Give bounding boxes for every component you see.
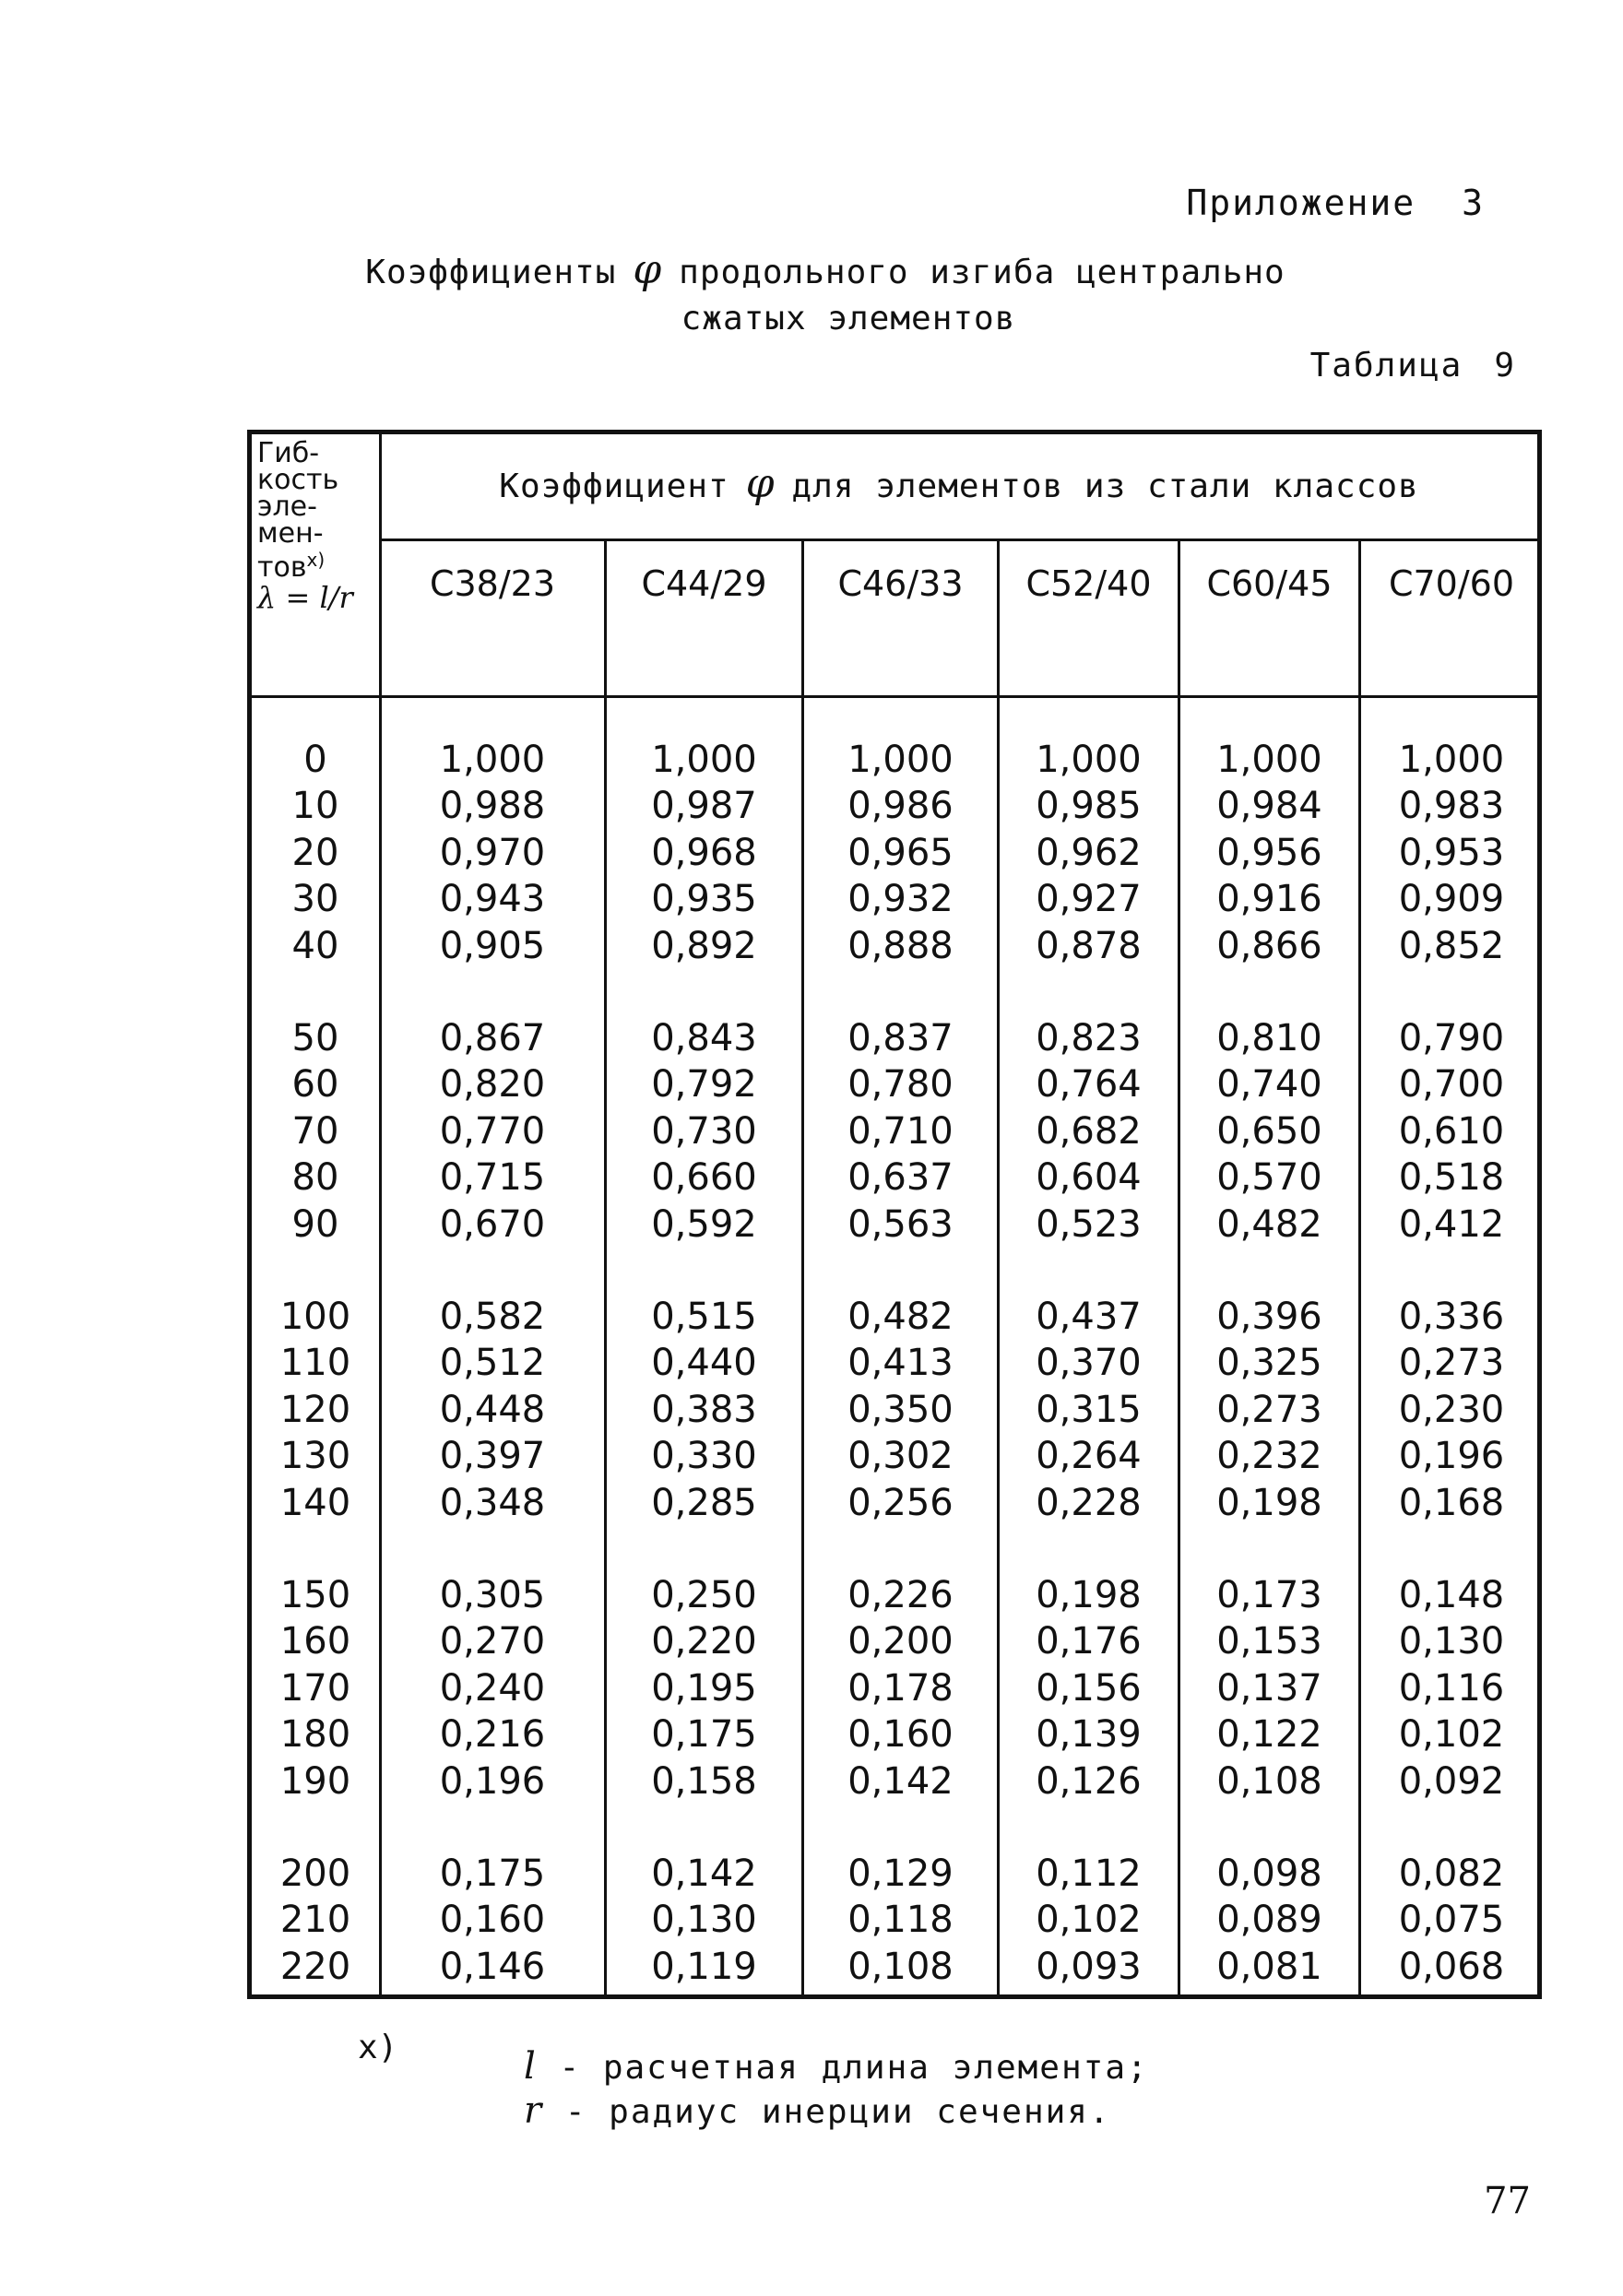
coefficient-cell: 0,515 (651, 1296, 757, 1338)
coefficient-cell: 0,175 (651, 1713, 757, 1757)
coefficient-cell: 0,160 (439, 1899, 546, 1942)
coefficient-cell: 0,440 (651, 1342, 757, 1385)
coefficient-cell: 0,137 (1216, 1666, 1322, 1710)
footnote-mark: x) (306, 549, 326, 571)
coefficient-cell: 0,302 (847, 1435, 954, 1478)
coefficient-cell: 0,142 (651, 1852, 757, 1895)
coefficient-cell: 0,985 (1036, 785, 1142, 828)
coefficient-cell: 0,116 (1398, 1666, 1505, 1710)
coefficient-cell: 0,610 (1398, 1109, 1505, 1153)
coefficient-cell: 0,220 (651, 1620, 757, 1663)
coefficient-cell: 0,396 (1216, 1296, 1322, 1338)
coefficient-cell: 0,909 (1398, 878, 1505, 921)
column-header: C60/45 (1206, 563, 1333, 604)
coefficient-cell: 0,905 (439, 924, 546, 967)
coefficient-cell: 0,168 (1398, 1481, 1505, 1524)
column-header: C38/23 (429, 563, 556, 604)
coefficient-cell: 1,000 (651, 739, 757, 781)
coefficient-cell: 0,273 (1398, 1342, 1505, 1385)
footnote-mark: x) (358, 2029, 398, 2066)
coefficient-cell: 0,081 (1216, 1945, 1322, 1988)
coefficient-cell: 0,437 (1036, 1296, 1142, 1338)
coefficient-cell: 0,285 (651, 1481, 757, 1524)
coefficient-cell: 0,195 (651, 1666, 757, 1710)
coefficient-cell: 0,198 (1216, 1481, 1322, 1524)
header-bottom-divider (252, 695, 1537, 698)
coefficient-cell: 0,348 (439, 1481, 546, 1524)
coefficient-cell: 0,770 (439, 1109, 546, 1153)
lambda-value: 50 (291, 1017, 339, 1059)
lambda-value: 130 (279, 1435, 351, 1478)
lambda-value: 180 (279, 1713, 351, 1757)
coefficient-cell: 0,336 (1398, 1296, 1505, 1338)
coefficient-cell: 0,888 (847, 924, 954, 967)
coefficient-cell: 0,943 (439, 878, 546, 921)
coefficient-cell: 0,216 (439, 1713, 546, 1757)
coefficient-cell: 0,764 (1036, 1063, 1142, 1107)
coefficient-cell: 0,482 (847, 1296, 954, 1338)
appendix-number: 3 (1462, 183, 1485, 223)
coefficient-cell: 0,176 (1036, 1620, 1142, 1663)
coefficient-cell: 0,730 (651, 1109, 757, 1153)
group-header (381, 460, 1537, 507)
coefficient-cell: 0,682 (1036, 1109, 1142, 1153)
coefficient-cell: 0,604 (1036, 1156, 1142, 1200)
phi-symbol: φ (633, 246, 663, 293)
coefficient-cell: 0,935 (651, 878, 757, 921)
coefficient-cell: 0,130 (651, 1899, 757, 1942)
coefficient-cell: 0,397 (439, 1435, 546, 1478)
coefficient-cell: 1,000 (1216, 739, 1322, 781)
lambda-value: 20 (291, 831, 339, 874)
column-header: C70/60 (1388, 563, 1515, 604)
coefficient-cell: 0,892 (651, 924, 757, 967)
coefficient-cell: 0,582 (439, 1296, 546, 1338)
title-part-2: продольного изгиба центрально (679, 254, 1285, 291)
coefficient-cell: 0,226 (847, 1574, 954, 1616)
coefficient-cell: 0,126 (1036, 1759, 1142, 1803)
coefficient-cell: 0,178 (847, 1666, 954, 1710)
title-line-1 (0, 247, 1623, 296)
coefficient-cell: 0,715 (439, 1156, 546, 1200)
coefficient-cell: 0,518 (1398, 1156, 1505, 1200)
coefficient-cell: 0,927 (1036, 878, 1142, 921)
coefficient-cell: 0,984 (1216, 785, 1322, 828)
footnote-line (524, 2045, 1149, 2088)
coefficient-cell: 0,968 (651, 831, 757, 874)
radius-symbol: r (524, 2089, 544, 2132)
title-line-2: сжатых элементов (681, 300, 1016, 337)
lambda-value: 170 (279, 1666, 351, 1710)
coefficient-cell: 0,383 (651, 1388, 757, 1431)
lambda-value: 140 (279, 1481, 351, 1524)
coefficient-cell: 0,970 (439, 831, 546, 874)
lambda-value: 190 (279, 1759, 351, 1803)
coefficient-cell: 0,068 (1398, 1945, 1505, 1988)
appendix-heading (1186, 183, 1485, 223)
row-header (252, 437, 385, 615)
footnote-text: - расчетная длина элемента; (559, 2049, 1149, 2087)
coefficient-cell: 0,988 (439, 785, 546, 828)
coefficient-cell: 0,780 (847, 1063, 954, 1107)
coefficient-cell: 0,142 (847, 1759, 954, 1803)
coefficient-cell: 0,956 (1216, 831, 1322, 874)
column-header: C44/29 (641, 563, 767, 604)
coefficient-cell: 1,000 (439, 739, 546, 781)
coefficient-cell: 0,102 (1398, 1713, 1505, 1757)
coefficient-cell: 0,866 (1216, 924, 1322, 967)
coefficient-cell: 0,273 (1216, 1388, 1322, 1431)
coefficient-cell: 0,325 (1216, 1342, 1322, 1385)
coefficient-cell: 0,108 (847, 1945, 954, 1988)
coefficient-cell: 0,118 (847, 1899, 954, 1942)
coefficient-cell: 0,987 (651, 785, 757, 828)
coefficients-table (247, 430, 1542, 1999)
coefficient-cell: 0,264 (1036, 1435, 1142, 1478)
lambda-value: 40 (291, 924, 339, 967)
lambda-formula: λ = l/r (257, 580, 353, 615)
table-number: 9 (1494, 347, 1516, 385)
lambda-value: 220 (279, 1945, 351, 1988)
header-divider (379, 538, 1537, 541)
table-label-text: Таблица (1309, 347, 1463, 385)
coefficient-cell: 0,173 (1216, 1574, 1322, 1616)
lambda-value: 90 (291, 1202, 339, 1246)
length-symbol: l (524, 2045, 538, 2088)
coefficient-cell: 0,843 (651, 1017, 757, 1059)
lambda-value: 60 (291, 1063, 339, 1107)
coefficient-cell: 0,230 (1398, 1388, 1505, 1431)
phi-symbol: φ (745, 460, 776, 507)
coefficient-cell: 0,129 (847, 1852, 954, 1895)
coefficient-cell: 0,093 (1036, 1945, 1142, 1988)
coefficient-cell: 0,350 (847, 1388, 954, 1431)
coefficient-cell: 0,175 (439, 1852, 546, 1895)
coefficient-cell: 0,413 (847, 1342, 954, 1385)
coefficient-cell: 0,592 (651, 1202, 757, 1246)
coefficient-cell: 0,082 (1398, 1852, 1505, 1895)
coefficient-cell: 0,250 (651, 1574, 757, 1616)
appendix-label: Приложение (1186, 183, 1416, 223)
coefficient-cell: 0,315 (1036, 1388, 1142, 1431)
coefficient-cell: 0,986 (847, 785, 954, 828)
row-header-line: Гиб- (257, 437, 320, 469)
coefficient-cell: 0,700 (1398, 1063, 1505, 1107)
coefficient-cell: 0,820 (439, 1063, 546, 1107)
coefficient-cell: 0,108 (1216, 1759, 1322, 1803)
row-header-line: эле- (257, 491, 317, 523)
coefficient-cell: 0,119 (651, 1945, 757, 1988)
column-header: C46/33 (837, 563, 964, 604)
coefficient-cell: 0,102 (1036, 1899, 1142, 1942)
row-header-line: мен- (257, 517, 324, 550)
coefficient-cell: 0,256 (847, 1481, 954, 1524)
page-number: 77 (1484, 2180, 1531, 2222)
coefficient-cell: 0,512 (439, 1342, 546, 1385)
coefficient-cell: 0,650 (1216, 1109, 1322, 1153)
coefficient-cell: 0,823 (1036, 1017, 1142, 1059)
coefficient-cell: 0,098 (1216, 1852, 1322, 1895)
coefficient-cell: 0,139 (1036, 1713, 1142, 1757)
coefficient-cell: 0,153 (1216, 1620, 1322, 1663)
lambda-value: 110 (279, 1342, 351, 1385)
coefficient-cell: 1,000 (1398, 739, 1505, 781)
coefficient-cell: 0,740 (1216, 1063, 1322, 1107)
coefficient-cell: 0,092 (1398, 1759, 1505, 1803)
coefficient-cell: 0,810 (1216, 1017, 1322, 1059)
coefficient-cell: 0,448 (439, 1388, 546, 1431)
row-header-line: тов$^{x)}$ (257, 549, 326, 584)
title-part-1: Коэффициенты (365, 254, 617, 291)
coefficient-cell: 1,000 (847, 739, 954, 781)
footnote-line (524, 2089, 1111, 2132)
lambda-value: 80 (291, 1156, 339, 1200)
coefficient-cell: 0,916 (1216, 878, 1322, 921)
coefficient-cell: 0,198 (1036, 1574, 1142, 1616)
coefficient-cell: 0,122 (1216, 1713, 1322, 1757)
coefficient-cell: 0,270 (439, 1620, 546, 1663)
row-header-line: кость (257, 464, 339, 496)
coefficient-cell: 0,962 (1036, 831, 1142, 874)
coefficient-cell: 0,130 (1398, 1620, 1505, 1663)
coefficient-cell: 0,482 (1216, 1202, 1322, 1246)
coefficient-cell: 0,660 (651, 1156, 757, 1200)
lambda-value: 0 (303, 739, 327, 781)
coefficient-cell: 0,232 (1216, 1435, 1322, 1478)
lambda-value: 70 (291, 1109, 339, 1153)
coefficient-cell: 0,196 (1398, 1435, 1505, 1478)
coefficient-cell: 0,196 (439, 1759, 546, 1803)
coefficient-cell: 0,158 (651, 1759, 757, 1803)
group-header-prefix: Коэффициент (499, 467, 729, 505)
coefficient-cell: 1,000 (1036, 739, 1142, 781)
lambda-value: 120 (279, 1388, 351, 1431)
coefficient-cell: 0,570 (1216, 1156, 1322, 1200)
coefficient-cell: 0,228 (1036, 1481, 1142, 1524)
lambda-value: 30 (291, 878, 339, 921)
coefficient-cell: 0,370 (1036, 1342, 1142, 1385)
lambda-value: 10 (291, 785, 339, 828)
coefficient-cell: 0,837 (847, 1017, 954, 1059)
lambda-value: 160 (279, 1620, 351, 1663)
coefficient-cell: 0,852 (1398, 924, 1505, 967)
coefficient-cell: 0,075 (1398, 1899, 1505, 1942)
coefficient-cell: 0,563 (847, 1202, 954, 1246)
coefficient-cell: 0,953 (1398, 831, 1505, 874)
coefficient-cell: 0,330 (651, 1435, 757, 1478)
lambda-value: 200 (279, 1852, 351, 1895)
coefficient-cell: 0,412 (1398, 1202, 1505, 1246)
coefficient-cell: 0,965 (847, 831, 954, 874)
lambda-value: 150 (279, 1574, 351, 1616)
group-header-suffix: для элементов из стали классов (791, 467, 1419, 505)
coefficient-cell: 0,240 (439, 1666, 546, 1710)
coefficient-cell: 0,112 (1036, 1852, 1142, 1895)
page-title (0, 247, 1623, 342)
coefficient-cell: 0,790 (1398, 1017, 1505, 1059)
coefficient-cell: 0,156 (1036, 1666, 1142, 1710)
coefficient-cell: 0,670 (439, 1202, 546, 1246)
coefficient-cell: 0,305 (439, 1574, 546, 1616)
coefficient-cell: 0,792 (651, 1063, 757, 1107)
coefficient-cell: 0,523 (1036, 1202, 1142, 1246)
coefficient-cell: 0,089 (1216, 1899, 1322, 1942)
column-header: C52/40 (1025, 563, 1152, 604)
coefficient-cell: 0,146 (439, 1945, 546, 1988)
lambda-value: 210 (279, 1899, 351, 1942)
table-label (1310, 347, 1516, 385)
coefficient-cell: 0,932 (847, 878, 954, 921)
footnote-text: - радиус инерции сечения. (564, 2093, 1111, 2131)
coefficient-cell: 0,200 (847, 1620, 954, 1663)
coefficient-cell: 0,637 (847, 1156, 954, 1200)
coefficient-cell: 0,878 (1036, 924, 1142, 967)
coefficient-cell: 0,983 (1398, 785, 1505, 828)
coefficient-cell: 0,148 (1398, 1574, 1505, 1616)
lambda-value: 100 (279, 1296, 351, 1338)
coefficient-cell: 0,710 (847, 1109, 954, 1153)
coefficient-cell: 0,867 (439, 1017, 546, 1059)
coefficient-cell: 0,160 (847, 1713, 954, 1757)
